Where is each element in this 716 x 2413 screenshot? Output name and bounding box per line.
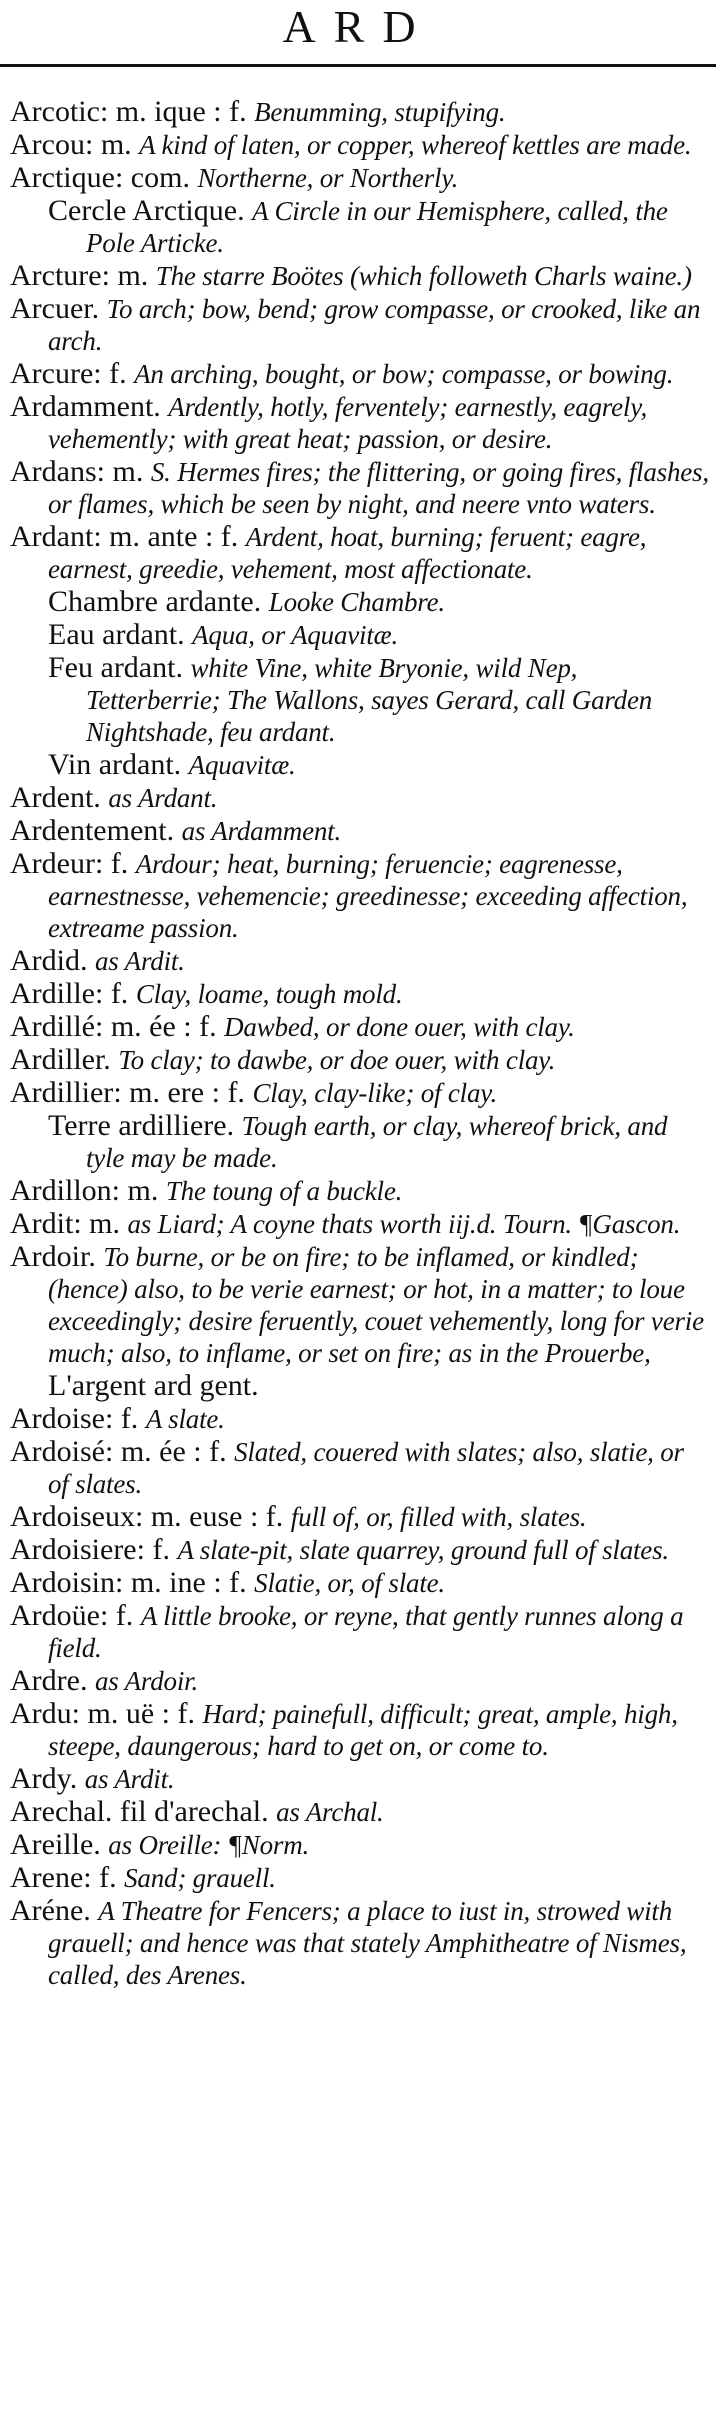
dictionary-entry <box>10 815 710 847</box>
headword: Ardant <box>10 520 94 553</box>
grammar-note <box>174 814 182 847</box>
dictionary-entry <box>10 1501 710 1533</box>
headword: Ardu <box>10 1697 72 1730</box>
headword: Ardamment. <box>10 390 161 423</box>
headword: Ardille <box>10 977 95 1010</box>
definition: Benumming, stupifying. <box>254 97 506 127</box>
dictionary-entry <box>10 1436 710 1500</box>
definition: as Liard; A coyne thats worth iij.d. Tourn. ¶Gascon. <box>127 1209 681 1239</box>
dictionary-entry <box>10 1763 710 1795</box>
headword: Chambre ardante. <box>48 585 262 618</box>
headword: Arcuer. <box>10 292 100 325</box>
definition: as Oreille: ¶Norm. <box>108 1830 310 1860</box>
grammar-note: : m. ique : f. <box>99 95 255 128</box>
definition: Clay, clay-like; of clay. <box>252 1078 498 1108</box>
definition: as Ardit. <box>95 946 185 976</box>
dictionary-entry <box>10 945 710 977</box>
grammar-note <box>269 1795 277 1828</box>
headword: Ardans <box>10 455 97 488</box>
grammar-note <box>245 194 253 227</box>
definition: white Vine, white Bryonie, wild Nep, Tetterberrie; The Wallons, sayes Gerard, call Garden Nightshade, feu ardant. <box>86 653 653 747</box>
dictionary-entry <box>10 848 710 944</box>
dictionary-entry <box>10 1044 710 1076</box>
grammar-note: : f. <box>94 847 136 880</box>
dictionary-entry <box>10 1534 710 1566</box>
dictionary-entry <box>10 1241 710 1369</box>
headword: Ardid. <box>10 944 88 977</box>
definition: as Ardant. <box>108 783 218 813</box>
definition: A Theatre for Fencers; a place to iust in, strowed with grauell; and hence was that stately Amphitheatre of Nismes, called, des Arenes. <box>48 1896 687 1990</box>
grammar-note: : f. <box>83 1861 125 1894</box>
definition: Ardent, hoat, burning; feruent; eagre, earnest, greedie, vehement, most affectionate. <box>48 522 647 584</box>
definition: An arching, bought, or bow; compasse, or bowing. <box>134 359 674 389</box>
grammar-note: : m. <box>84 128 140 161</box>
headword: Arctique <box>10 161 115 194</box>
grammar-note: : m. ée : f. <box>94 1010 225 1043</box>
definition: Aquavitæ. <box>188 750 296 780</box>
grammar-note: : m. <box>111 1174 166 1207</box>
definition: The toung of a buckle. <box>165 1176 403 1206</box>
grammar-note <box>77 1762 85 1795</box>
headword: L'argent ard gent. <box>48 1369 259 1402</box>
header-rule <box>0 64 716 67</box>
sub-entry <box>48 619 710 651</box>
grammar-note: : m. ere : f. <box>113 1076 253 1109</box>
definition: Ardently, hotly, ferventely; earnestly, eagrely, vehemently; with great heat; passion, or desire. <box>48 392 648 454</box>
headword: Ardy. <box>10 1762 78 1795</box>
grammar-note: : f. <box>104 1402 146 1435</box>
headword: Aréne. <box>10 1894 91 1927</box>
definition: full of, or, filled with, slates. <box>290 1502 587 1532</box>
headword: Arcou <box>10 128 85 161</box>
dictionary-entry <box>10 1600 710 1664</box>
definition: A little brooke, or reyne, that gently runnes along a field. <box>48 1601 684 1663</box>
grammar-note: : f. <box>99 1599 141 1632</box>
grammar-note <box>185 618 193 651</box>
grammar-note: : m. ante : f. <box>93 520 246 553</box>
headword: Arcure <box>10 357 94 390</box>
grammar-note <box>234 1109 242 1142</box>
definition: Slatie, or, of slate. <box>254 1568 445 1598</box>
dictionary-entry <box>10 782 710 814</box>
dictionary-entry <box>10 456 710 520</box>
definition: A Circle in our Hemisphere, called, the Pole Articke. <box>86 196 668 258</box>
headword: Ardillé <box>10 1010 95 1043</box>
definition: Sand; grauell. <box>124 1863 276 1893</box>
definition: Tough earth, or clay, whereof brick, and tyle may be made. <box>86 1111 668 1173</box>
headword: Ardre. <box>10 1664 88 1697</box>
grammar-note: : f. <box>94 977 136 1010</box>
definition: Clay, loame, tough mold. <box>135 979 403 1009</box>
dictionary-entry <box>10 1011 710 1043</box>
headword: Arechal. fil d'arechal. <box>10 1795 269 1828</box>
definition: Slated, couered with slates; also, slatie, or of slates. <box>48 1437 684 1499</box>
headword: Arene <box>10 1861 84 1894</box>
headword: Ardoiseux <box>10 1500 135 1533</box>
definition: Hard; painefull, difficult; great, ample, high, steepe, daungerous; hard to get on, or come to. <box>48 1699 678 1761</box>
dictionary-entry <box>10 96 710 128</box>
dictionary-entry <box>10 260 710 292</box>
definition: as Archal. <box>276 1797 384 1827</box>
page-header <box>0 0 716 70</box>
grammar-note: : m. euse : f. <box>134 1500 291 1533</box>
dictionary-entry <box>10 358 710 390</box>
dictionary-entry <box>10 978 710 1010</box>
definition: as Ardit. <box>84 1764 175 1794</box>
grammar-note: : m. uë : f. <box>71 1697 203 1730</box>
definition: as Ardamment. <box>181 816 342 846</box>
headword: Ardoüe <box>10 1599 100 1632</box>
definition: To burne, or be on fire; to be inflamed, or kindled; (hence) also, to be verie earnest; or hot, in a matter; to loue exceedingly; desire feruently, couet vehemently, long for verie much; also, to inflame, or set on fire; as in the Prouerbe, <box>48 1242 704 1368</box>
dictionary-entry <box>10 129 710 161</box>
sub-entry <box>48 1370 710 1402</box>
dictionary-entry <box>10 162 710 194</box>
headword: Arcture <box>10 259 102 292</box>
grammar-note <box>88 944 96 977</box>
definition: Ardour; heat, burning; feruencie; eagrenesse, earnestnesse, vehemencie; greedinesse; exceeding affection, extreame passion. <box>48 849 688 943</box>
dictionary-entry <box>10 1665 710 1697</box>
headword: Feu ardant. <box>48 651 183 684</box>
headword: Cercle Arctique. <box>48 194 245 227</box>
grammar-note: : m. ée : f. <box>104 1435 235 1468</box>
headword: Ardeur <box>10 847 95 880</box>
dictionary-entry <box>10 1698 710 1762</box>
definition: A kind of laten, or copper, whereof kettles are made. <box>139 130 692 160</box>
grammar-note <box>87 1664 95 1697</box>
headword: Ardoisé <box>10 1435 105 1468</box>
definition: Northerne, or Northerly. <box>197 163 459 193</box>
headword: Areille. <box>10 1828 101 1861</box>
headword: Terre ardilliere. <box>48 1109 235 1142</box>
dictionary-entry <box>10 521 710 585</box>
sub-entry <box>48 1110 710 1174</box>
sub-entry <box>48 652 710 748</box>
grammar-note: : m. <box>73 1207 128 1240</box>
headword: Ardit <box>10 1207 74 1240</box>
headword: Ardoir. <box>10 1240 96 1273</box>
definition: The starre Boötes (which followeth Charls waine.) <box>155 261 692 291</box>
grammar-note <box>181 748 189 781</box>
dictionary-entry <box>10 1796 710 1828</box>
headword: Ardillon <box>10 1174 112 1207</box>
dictionary-entry <box>10 1077 710 1109</box>
dictionary-entry <box>10 1403 710 1435</box>
grammar-note: : f. <box>93 357 135 390</box>
grammar-note <box>99 292 107 325</box>
dictionary-entry <box>10 1208 710 1240</box>
headword: Ardoise <box>10 1402 105 1435</box>
page-title: ARD <box>282 1 434 52</box>
definition: To clay; to dawbe, or doe ouer, with clay. <box>118 1045 556 1075</box>
dictionary-entries <box>10 96 710 1992</box>
headword: Vin ardant. <box>48 748 182 781</box>
definition: Aqua, or Aquavitæ. <box>192 620 399 650</box>
headword: Ardoisiere <box>10 1533 137 1566</box>
dictionary-entry <box>10 391 710 455</box>
definition: A slate. <box>145 1404 225 1434</box>
grammar-note <box>261 585 269 618</box>
definition: A slate-pit, slate quarrey, ground full of slates. <box>177 1535 669 1565</box>
headword: Ardent. <box>10 781 101 814</box>
grammar-note: : m. <box>101 259 156 292</box>
headword: Arcotic <box>10 95 100 128</box>
dictionary-entry <box>10 293 710 357</box>
dictionary-entry <box>10 1567 710 1599</box>
sub-entry <box>48 586 710 618</box>
grammar-note: : m. <box>96 455 151 488</box>
grammar-note: : com. <box>114 161 198 194</box>
headword: Ardentement. <box>10 814 175 847</box>
grammar-note: : m. ine : f. <box>115 1566 255 1599</box>
definition: as Ardoir. <box>94 1666 199 1696</box>
definition: Looke Chambre. <box>268 587 445 617</box>
headword: Eau ardant. <box>48 618 185 651</box>
definition: To arch; bow, bend; grow compasse, or crooked, like an arch. <box>48 294 701 356</box>
headword: Ardillier <box>10 1076 114 1109</box>
headword: Ardoisin <box>10 1566 115 1599</box>
dictionary-entry <box>10 1895 710 1991</box>
headword: Ardiller. <box>10 1043 111 1076</box>
grammar-note: : f. <box>136 1533 178 1566</box>
definition: S. Hermes fires; the flittering, or going fires, flashes, or flames, which be seen by night, and neere vnto waters. <box>48 457 709 519</box>
dictionary-entry <box>10 1829 710 1861</box>
sub-entry <box>48 749 710 781</box>
dictionary-entry <box>10 1862 710 1894</box>
dictionary-entry <box>10 1175 710 1207</box>
definition: Dawbed, or done ouer, with clay. <box>224 1012 575 1042</box>
sub-entry <box>48 195 710 259</box>
